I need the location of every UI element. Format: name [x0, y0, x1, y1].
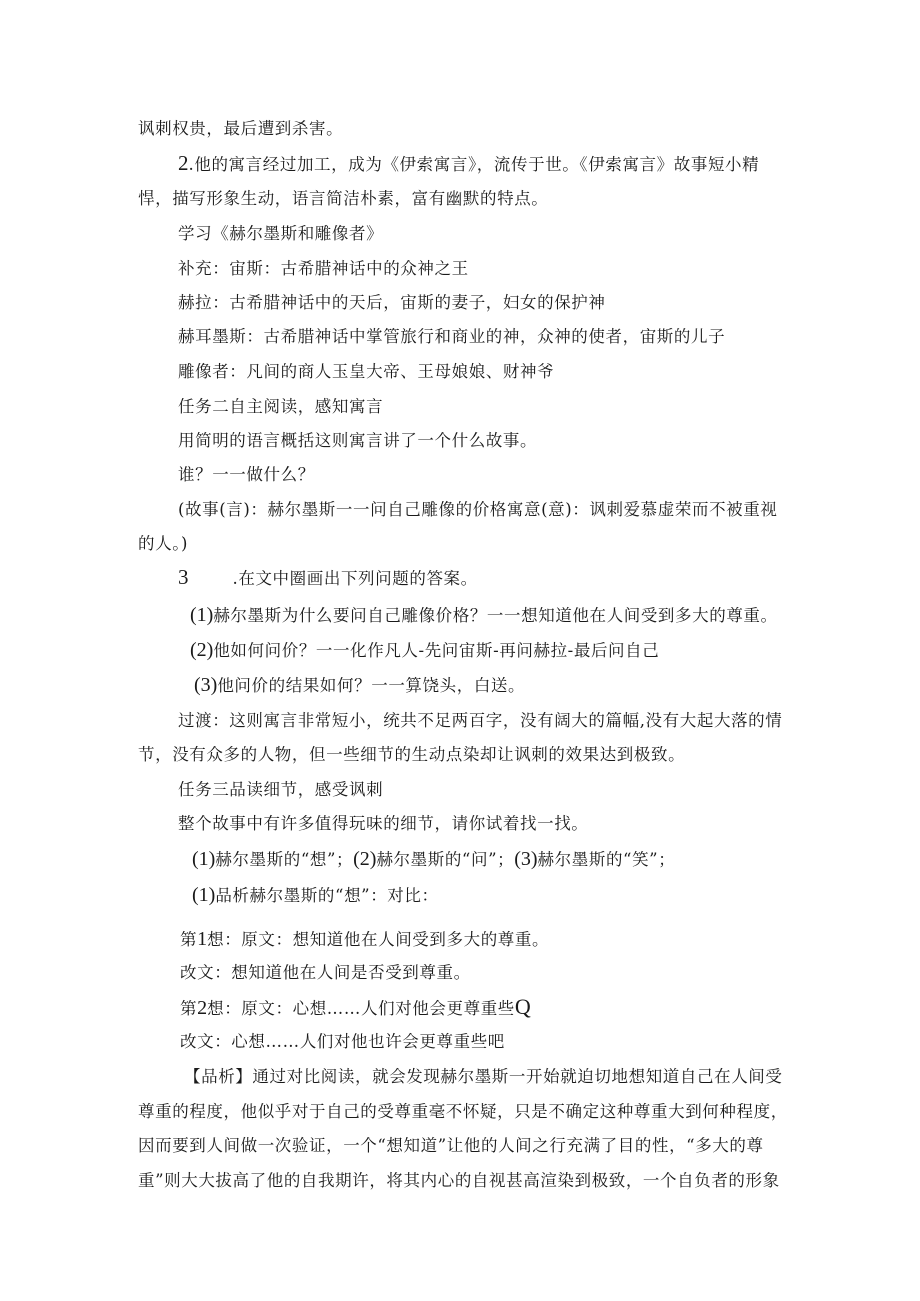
list-number: (1)	[192, 884, 216, 906]
list-number: 2	[178, 151, 189, 175]
text-line: 尊重的程度，他似乎对于自己的受尊重毫不怀疑，只是不确定这种尊重大到何种程度，	[138, 1102, 788, 1121]
list-number: (1)	[192, 848, 216, 870]
list-number: (3)	[514, 848, 538, 870]
stray-glyph: Q	[514, 994, 531, 1019]
text-line: 整个故事中有许多值得玩味的细节，请你试着找一找。	[178, 814, 589, 833]
text-line: 赫耳墨斯：古希腊神话中掌管旅行和商业的神，众神的使者，宙斯的儿子	[178, 327, 726, 346]
list-number: (2)	[190, 639, 214, 661]
text-line: (1)赫尔墨斯为什么要问自己雕像价格？一一想知道他在人间受到多大的尊重。	[190, 604, 778, 626]
list-number: 1	[197, 928, 208, 950]
list-number: (3)	[194, 674, 218, 696]
text-line: 的人。)	[138, 534, 189, 553]
text-line: (1)品析赫尔墨斯的“想”：对比：	[192, 884, 439, 906]
section-heading: 学习《赫尔墨斯和雕像者》	[178, 224, 384, 243]
section-heading: 任务三品读细节，感受讽刺	[178, 780, 384, 799]
list-number: 2	[197, 997, 208, 1019]
text-line: 2.他的寓言经过加工，成为《伊索寓言》，流传于世。《伊索寓言》故事短小精	[178, 151, 760, 175]
text-line: (1)赫尔墨斯的“想”；(2)赫尔墨斯的“问”；(3)赫尔墨斯的“笑”；	[192, 848, 676, 870]
text-line: 3 .在文中圈画出下列问题的答案。	[178, 565, 478, 589]
text-line: 改文：想知道他在人间是否受到尊重。	[180, 963, 471, 982]
text-line: 讽刺权贵，最后遭到杀害。	[138, 119, 344, 138]
list-number: 3	[178, 565, 189, 589]
text-line: 【品析】通过对比阅读，就会发现赫尔墨斯一开始就迫切地想知道自己在人间受	[184, 1067, 783, 1086]
text-line: 过渡：这则寓言非常短小，统共不足两百字，没有阔大的篇幅,没有大起大落的情	[178, 711, 783, 730]
text-line: 补充：宙斯：古希腊神话中的众神之王	[178, 259, 469, 278]
text-line: 用简明的语言概括这则寓言讲了一个什么故事。	[178, 431, 538, 450]
text-line: 雕像者：凡间的商人玉皇大帝、王母娘娘、财神爷	[178, 362, 555, 381]
list-number: (2)	[353, 848, 377, 870]
list-number: (1)	[190, 604, 214, 626]
text-line: 赫拉：古希腊神话中的天后，宙斯的妻子，妇女的保护神	[178, 293, 606, 312]
text-line: 悍，描写形象生动，语言简洁朴素，富有幽默的特点。	[138, 189, 549, 208]
text-line: 第2想：原文：心想……人们对他会更尊重些Q	[180, 994, 531, 1019]
text-line: 节，没有众多的人物，但一些细节的生动点染却让讽刺的效果达到极致。	[138, 745, 686, 764]
text-line: 重”则大大拔高了他的自我期许，将其内心的自视甚高渲染到极致，一个自负者的形象	[138, 1171, 780, 1190]
text-line: 因而要到人间做一次验证，一个“想知道”让他的人间之行充满了目的性，“多大的尊	[138, 1136, 764, 1155]
text-line: 改文：心想……人们对他也许会更尊重些吧	[180, 1032, 505, 1051]
text-line: (2)他如何问价？一一化作凡人-先问宙斯-再问赫拉-最后问自己	[190, 639, 660, 661]
section-heading: 任务二自主阅读，感知寓言	[178, 397, 384, 416]
text-line: (3)他问价的结果如何？一一算饶头，白送。	[194, 674, 526, 696]
text-line: 谁？一一做什么？	[178, 465, 315, 484]
text-line: (故事(言)：赫尔墨斯一一问自己雕像的价格寓意(意)：讽刺爱慕虚荣而不被重视	[178, 500, 778, 519]
text-line: 第1想：原文：想知道他在人间受到多大的尊重。	[180, 928, 550, 950]
